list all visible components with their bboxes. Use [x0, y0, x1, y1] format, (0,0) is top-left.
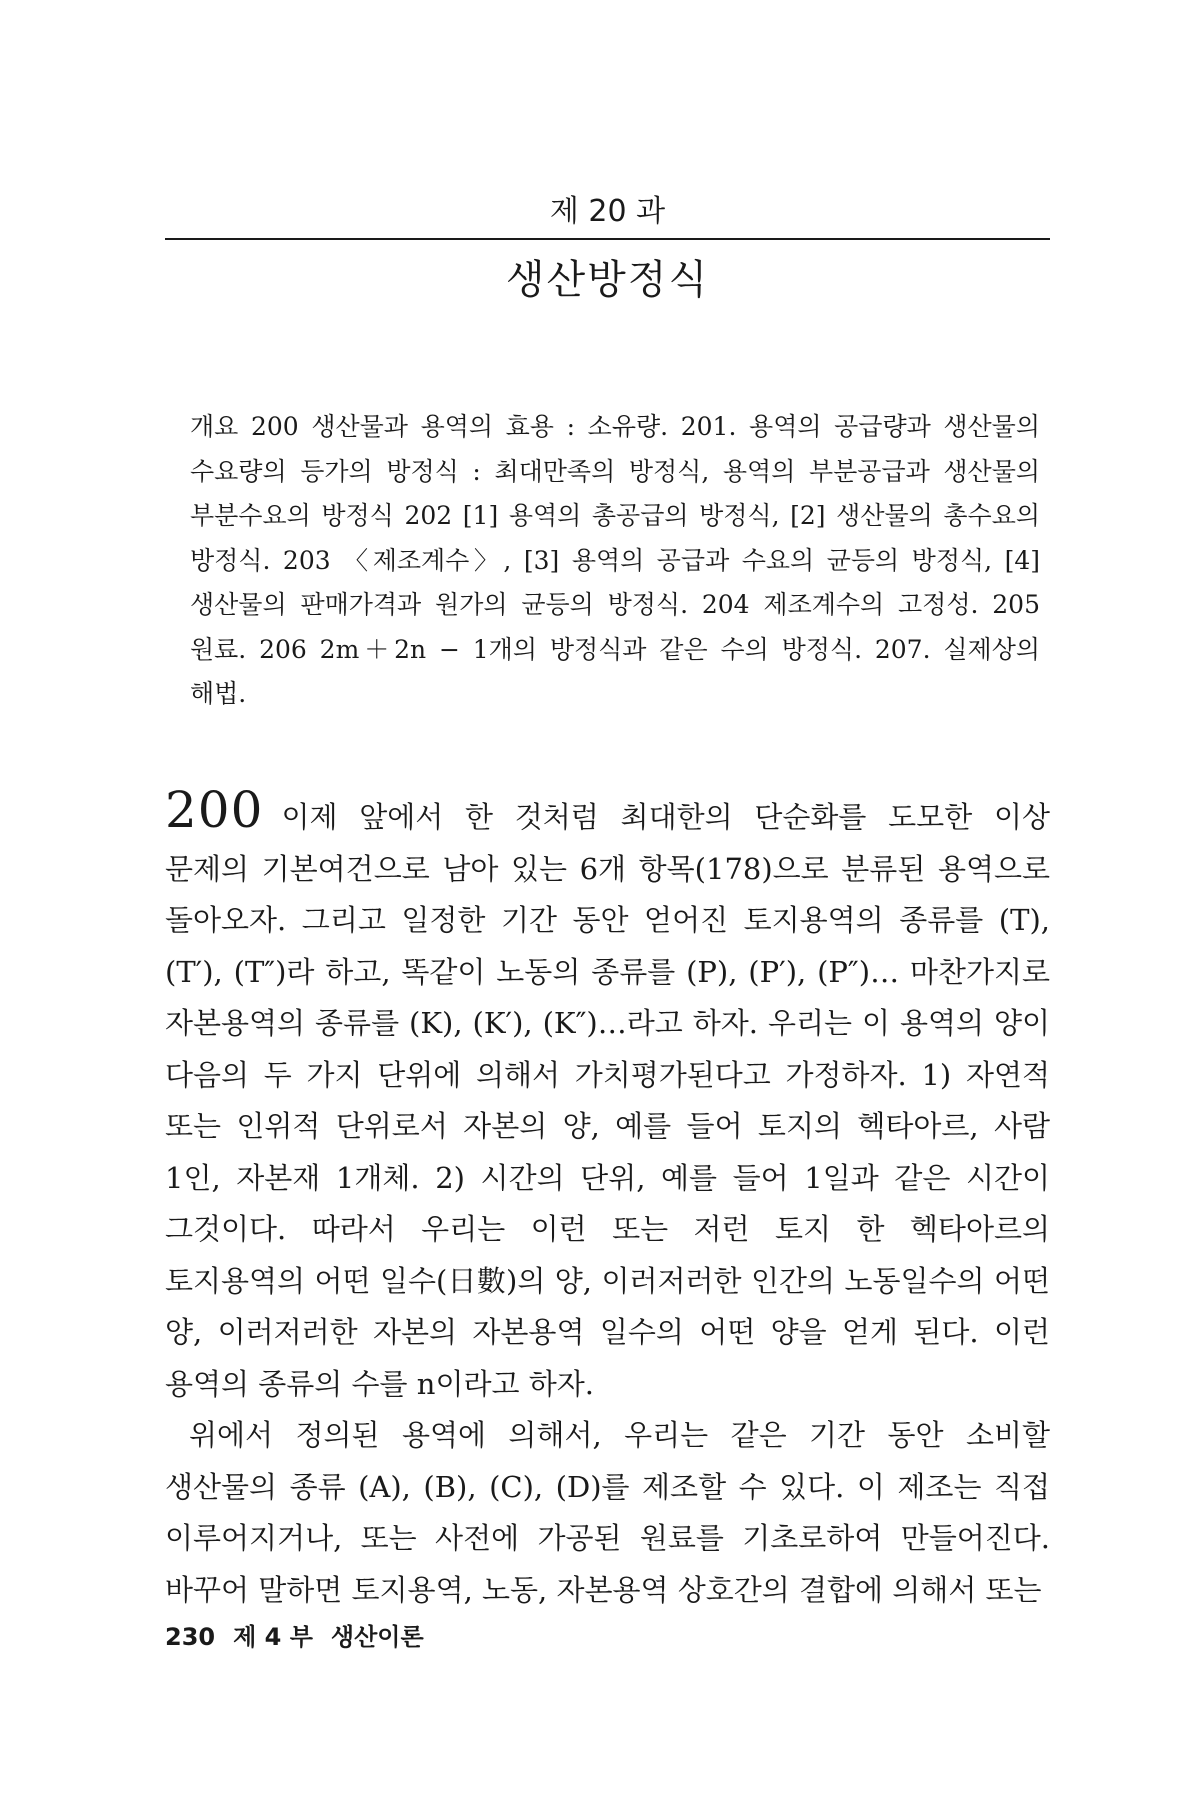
paragraph-1-text: 이제 앞에서 한 것처럼 최대한의 단순화를 도모한 이상 문제의 기본여건으로 남아 있는 6개 항목(178)으로 분류된 용역으로 돌아오자. 그리고 일정한 기간 동안 얻어진 토지용역의 종류를 (T), (T′), (T″)라 하고, 똑같이 노동의 종류를 (P), (P′), (P″)… 마찬가지로 자본용역의 종류를 (K), (K′), (K″)…라고 하자. 우리는 이 용역의 양이 다음의 두 가지 단위에 의해서 가치평가된다고 가정하자. 1) 자연적 또는 인위적 단위로서 자본의 양, 예를 들어 토지의 헥타아르, 사람 1인, 자본재 1개체. 2) 시간의 단위, 예를 들어 1일과 같은 시간이 그것이다. 따라서 우리는 이런 또는 저런 토지 한 헥타아르의 토지용역의 어떤 일수(日數)의 양, 이러저러한 인간의 노동일수의 어떤 양, 이러저러한 자본의 자본용역 일수의 어떤 양을 얻게 된다. 이런 용역의 종류의 수를 n이라고 하자.: [165, 800, 1050, 1401]
paragraph-1: [165, 781, 1050, 1410]
lesson-number: 제 20 과: [549, 194, 666, 229]
chapter-title: 생산방정식: [505, 257, 710, 303]
chapter-summary: [190, 405, 1040, 717]
summary-text: 개요 200 생산물과 용역의 효용 : 소유량. 201. 용역의 공급량과 생산물의 수요량의 등가의 방정식 : 최대만족의 방정식, 용역의 부분공급과 생산물의 부분수요의 방정식 202 [1] 용역의 총공급의 방정식, [2] 생산물의 총수요의 방정식. 203 〈제조계수〉, [3] 용역의 공급과 수요의 균등의 방정식, [4] 생산물의 판매가격과 원가의 균등의 방정식. 204 제조계수의 고정성. 205 원료. 206 2m＋2n − 1개의 방정식과 같은 수의 방정식. 207. 실제상의 해법.: [190, 412, 1040, 708]
body-text: [165, 781, 1050, 1616]
part-label: 제 4 부: [233, 1623, 313, 1651]
section-number: 200: [165, 781, 264, 839]
page-footer: [165, 1620, 442, 1654]
header-rule: [165, 238, 1050, 240]
part-title: 생산이론: [330, 1623, 424, 1651]
paragraph-2: 위에서 정의된 용역에 의해서, 우리는 같은 기간 동안 소비할 생산물의 종류 (A), (B), (C), (D)를 제조할 수 있다. 이 제조는 직접 이루어지거나, 또는 사전에 가공된 원료를 기초로하여 만들어진다. 바꾸어 말하면 토지용역, 노동, 자본용역 상호간의 결합에 의해서 또는: [165, 1418, 1050, 1607]
page-number: 230: [165, 1623, 216, 1651]
